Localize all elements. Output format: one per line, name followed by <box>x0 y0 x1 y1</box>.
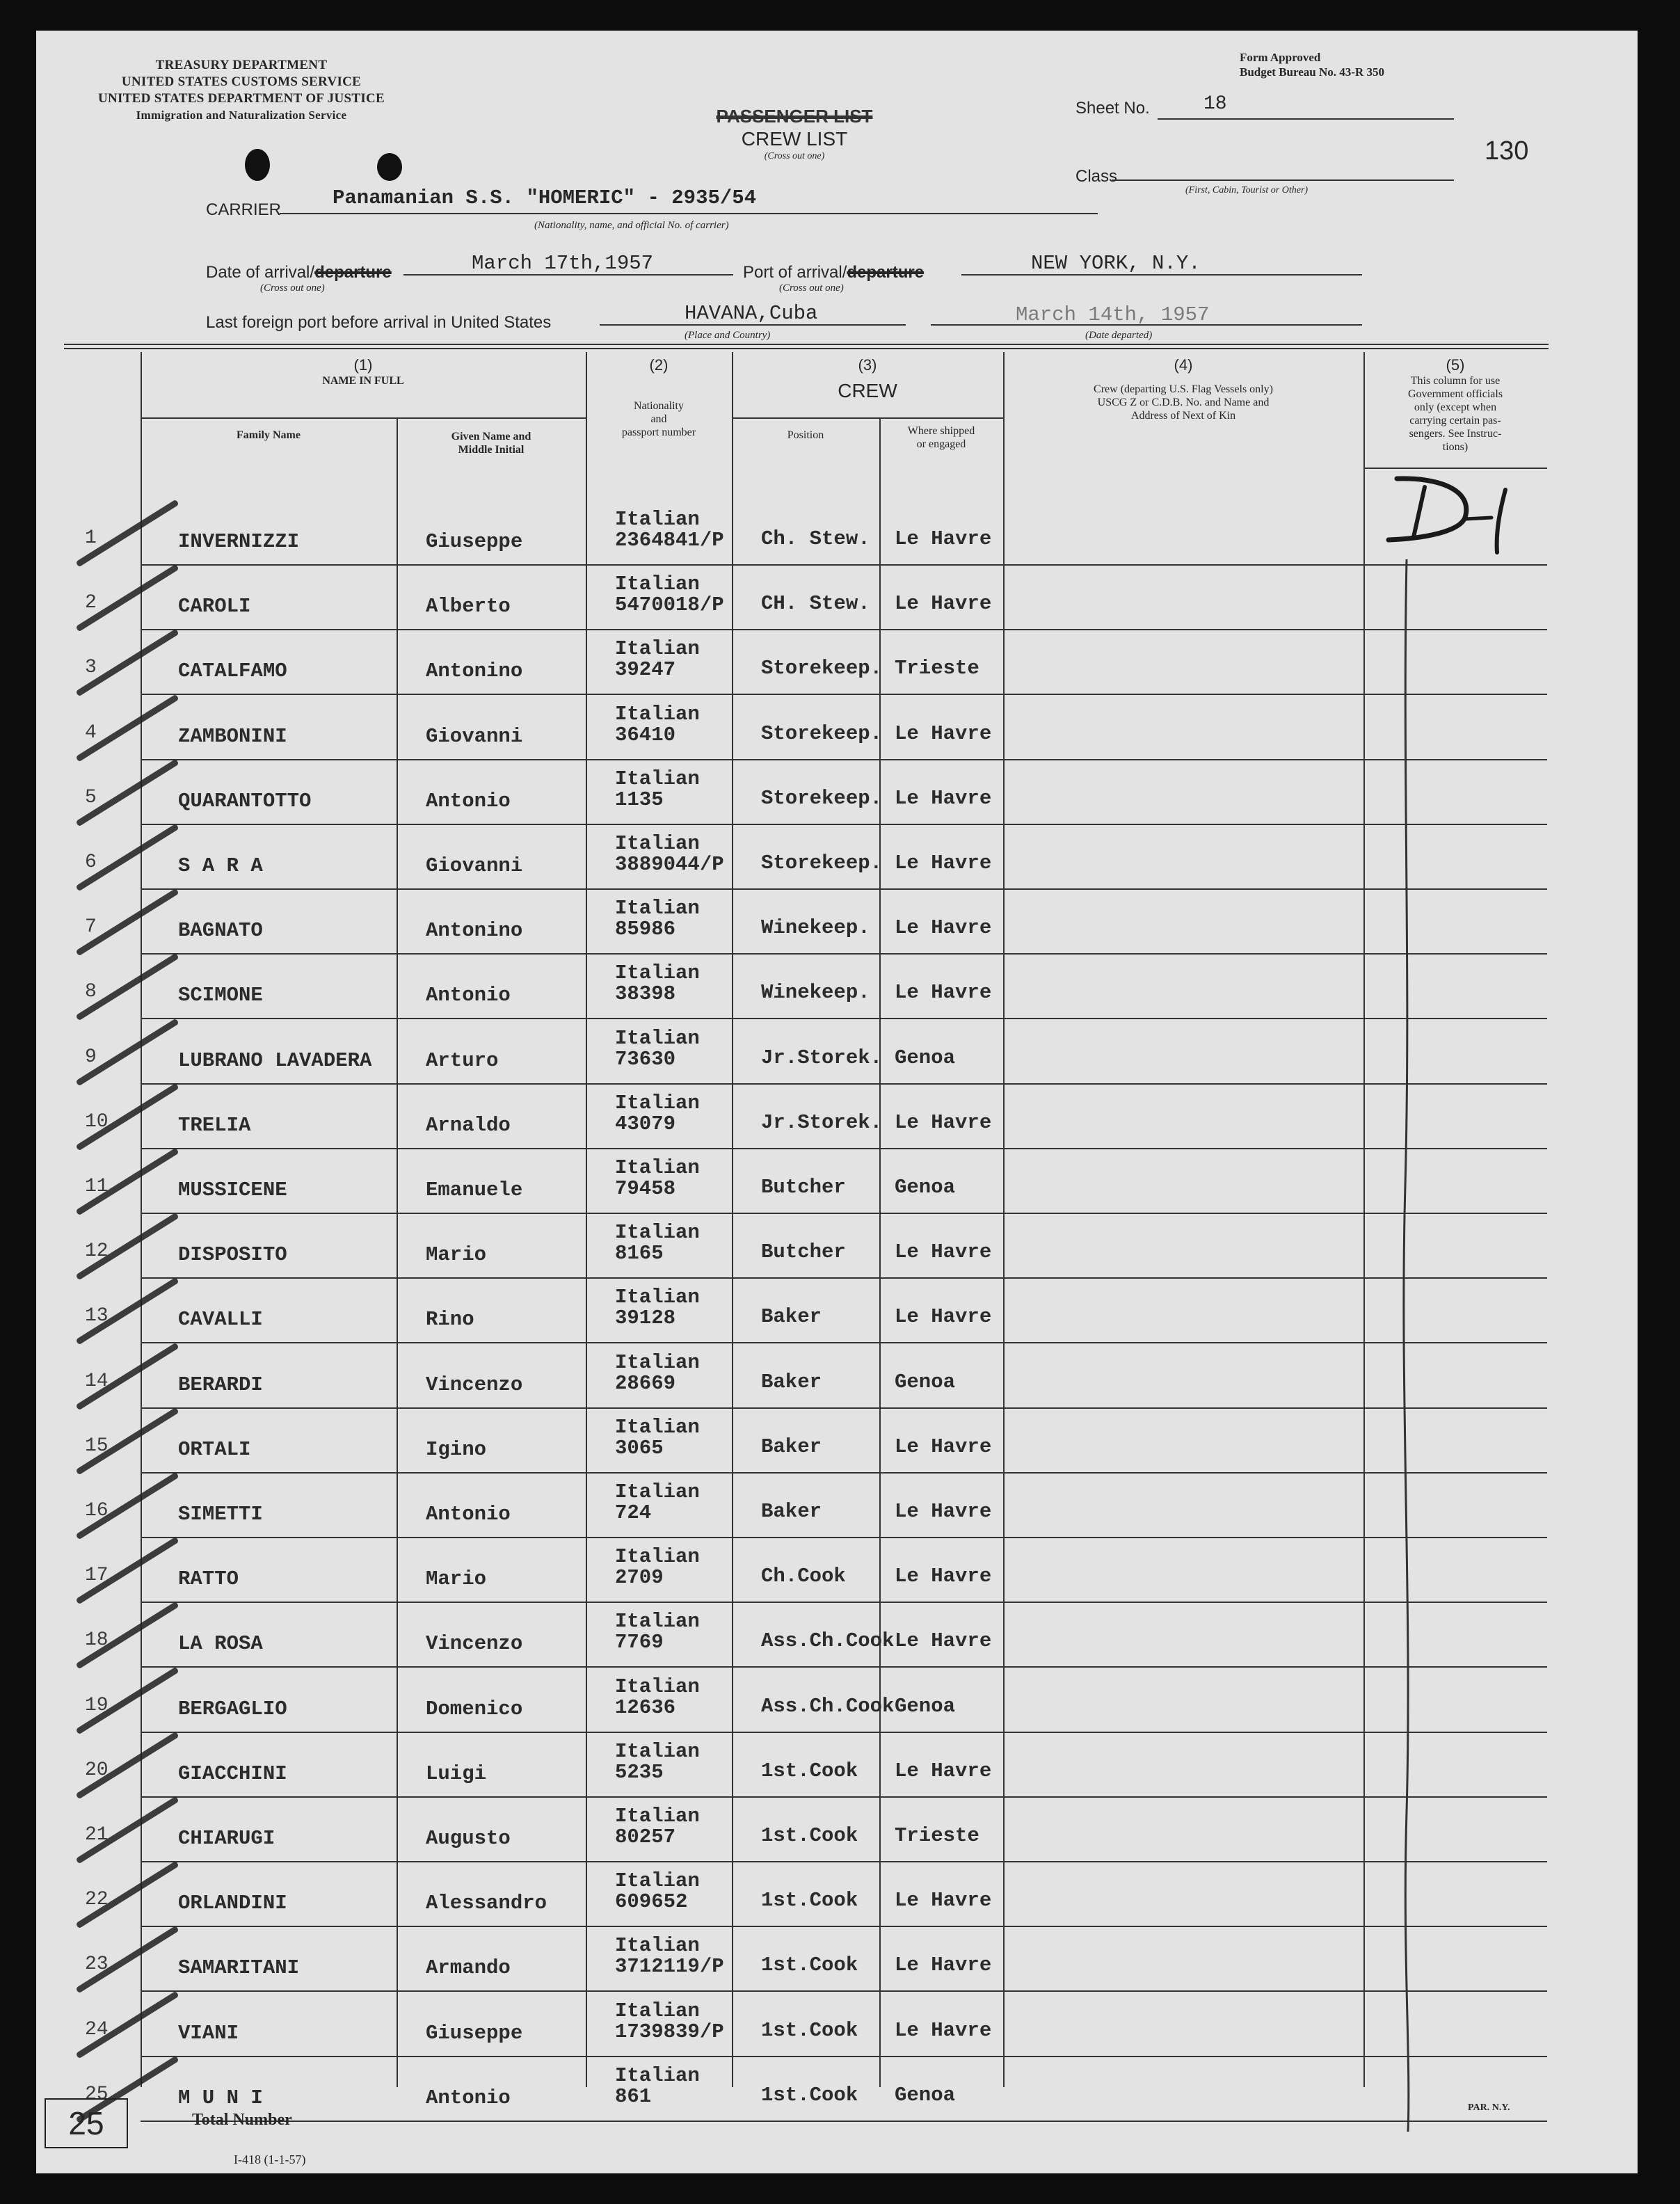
family-name: CAROLI <box>178 595 251 618</box>
row-number: 9 <box>85 1046 97 1068</box>
col5-title-line: carrying certain pas- <box>1409 415 1501 426</box>
row-number: 23 <box>85 1954 109 1975</box>
position: Baker <box>761 1500 822 1523</box>
date-departed-hint: (Date departed) <box>1085 330 1153 341</box>
family-name: ORTALI <box>178 1438 251 1461</box>
where-shipped: Le Havre <box>895 1954 992 1977</box>
col4-number: (4) <box>1174 356 1193 374</box>
row-number: 10 <box>85 1111 109 1133</box>
port-underline <box>961 274 1362 276</box>
where-shipped: Le Havre <box>895 1435 992 1458</box>
given-name: Giovanni <box>426 725 523 748</box>
family-name: CATALFAMO <box>178 660 287 682</box>
nationality: Italian <box>615 961 700 984</box>
given-name: Arnaldo <box>426 1114 511 1137</box>
col1-number: (1) <box>353 356 373 374</box>
family-name: ORLANDINI <box>178 1892 287 1915</box>
row-divider <box>141 1926 1547 1927</box>
position: Butcher <box>761 1240 846 1263</box>
nationality: Italian <box>615 1805 700 1828</box>
row-number: 18 <box>85 1629 109 1651</box>
row-divider <box>141 1537 1547 1538</box>
position: CH. Stew. <box>761 592 870 615</box>
col4-title-line: Crew (departing U.S. Flag Vessels only) <box>1094 383 1273 395</box>
family-name: BAGNATO <box>178 919 263 942</box>
passport-number: 3712119/P <box>615 1955 724 1978</box>
position: Storekeep. <box>761 657 883 680</box>
where-shipped: Le Havre <box>895 1240 992 1263</box>
col1-title: NAME IN FULL <box>322 375 404 387</box>
row-divider <box>141 564 1547 566</box>
row-number: 14 <box>85 1371 109 1392</box>
punch-hole-mark <box>377 153 402 181</box>
nationality: Italian <box>615 1351 700 1374</box>
given-name: Alberto <box>426 595 511 618</box>
row-divider <box>141 1342 1547 1343</box>
passport-number: 39247 <box>615 658 676 681</box>
nationality: Italian <box>615 1416 700 1439</box>
position: 1st.Cook <box>761 2084 858 2107</box>
carrier-underline <box>280 213 1098 214</box>
sheet-number: 18 <box>1203 93 1227 115</box>
position: Baker <box>761 1435 822 1458</box>
grid-line <box>141 352 142 2087</box>
where-shipped: Genoa <box>895 1371 956 1394</box>
where-shipped: Trieste <box>895 1824 979 1847</box>
passport-number: 38398 <box>615 982 676 1005</box>
position: Storekeep. <box>761 787 883 810</box>
nationality: Italian <box>615 1934 700 1957</box>
given-name: Antonio <box>426 1503 511 1526</box>
row-divider <box>141 629 1547 630</box>
passport-number: 73630 <box>615 1048 676 1071</box>
given-name: Emanuele <box>426 1179 523 1201</box>
where-shipped: Le Havre <box>895 787 992 810</box>
given-name: Giovanni <box>426 854 523 877</box>
nationality: Italian <box>615 767 700 790</box>
carrier-value: Panamanian S.S. "HOMERIC" - 2935/54 <box>333 186 757 209</box>
row-number: 24 <box>85 2019 109 2041</box>
row-divider <box>141 1796 1547 1798</box>
page-number: 130 <box>1485 136 1529 166</box>
passport-number: 861 <box>615 2085 652 2108</box>
where-shipped-header-line: Where shipped <box>907 425 975 437</box>
position: Ch.Cook <box>761 1565 846 1588</box>
passport-number: 8165 <box>615 1242 664 1265</box>
given-name: Armando <box>426 1956 511 1979</box>
grid-line <box>141 417 586 419</box>
nationality: Italian <box>615 1999 700 2022</box>
where-shipped: Le Havre <box>895 527 992 550</box>
where-shipped: Le Havre <box>895 981 992 1004</box>
total-number-box: 25 <box>45 2098 128 2148</box>
col5-title-line: This column for use <box>1410 375 1501 387</box>
agency-line: UNITED STATES CUSTOMS SERVICE <box>121 74 362 89</box>
nationality: Italian <box>615 1869 700 1892</box>
total-number-label: Total Number <box>192 2111 292 2129</box>
row-divider <box>141 1213 1547 1214</box>
nationality: Italian <box>615 1221 700 1244</box>
given-name: Antonio <box>426 984 511 1007</box>
nationality: Italian <box>615 1092 700 1115</box>
position-header: Position <box>787 429 824 441</box>
nationality: Italian <box>615 508 700 531</box>
position: Storekeep. <box>761 852 883 875</box>
given-name: Antonino <box>426 919 523 942</box>
given-name: Rino <box>426 1308 474 1331</box>
passport-number: 28669 <box>615 1372 676 1395</box>
row-divider <box>141 953 1547 955</box>
passport-number: 1739839/P <box>615 2020 724 2043</box>
given-name: Giuseppe <box>426 2022 523 2045</box>
family-name: BERGAGLIO <box>178 1698 287 1720</box>
class-label: Class <box>1075 167 1118 186</box>
last-port-label: Last foreign port before arrival in United States <box>206 313 552 332</box>
row-divider <box>141 1018 1547 1019</box>
row-number: 6 <box>85 852 97 873</box>
family-name: SIMETTI <box>178 1503 263 1526</box>
passport-number: 5235 <box>615 1761 664 1784</box>
passport-number: 43079 <box>615 1112 676 1135</box>
given-name: Vincenzo <box>426 1373 523 1396</box>
given-name-header-line: Middle Initial <box>458 444 525 456</box>
given-name: Antonio <box>426 2086 511 2109</box>
given-name: Domenico <box>426 1698 523 1720</box>
row-divider <box>141 1148 1547 1149</box>
row-divider <box>141 1277 1547 1279</box>
where-shipped: Le Havre <box>895 1889 992 1912</box>
family-name: ZAMBONINI <box>178 725 287 748</box>
where-shipped: Genoa <box>895 1046 956 1069</box>
position: Ch. Stew. <box>761 527 870 550</box>
position: 1st.Cook <box>761 2019 858 2042</box>
given-name: Vincenzo <box>426 1632 523 1655</box>
col4-title-line: USCG Z or C.D.B. No. and Name and <box>1097 397 1270 408</box>
where-shipped: Le Havre <box>895 852 992 875</box>
d1-annotation <box>1383 462 1536 573</box>
given-name: Alessandro <box>426 1892 547 1915</box>
grid-line <box>586 352 587 2087</box>
row-number: 12 <box>85 1240 109 1262</box>
agency-block <box>78 57 405 124</box>
row-number: 2 <box>85 592 97 614</box>
position: Baker <box>761 1305 822 1328</box>
port-value: NEW YORK, N.Y. <box>1031 252 1201 275</box>
where-shipped: Le Havre <box>895 1111 992 1134</box>
position: Baker <box>761 1371 822 1394</box>
arrival-struck: departure <box>314 263 392 282</box>
position: Ass.Ch.Cook <box>761 1629 895 1652</box>
last-port-underline <box>600 324 906 326</box>
row-divider <box>141 759 1547 760</box>
given-name-header-line: Given Name and <box>451 431 531 442</box>
where-shipped: Le Havre <box>895 592 992 615</box>
form-number: I-418 (1-1-57) <box>234 2153 306 2166</box>
arrival-hint: (Cross out one) <box>260 282 325 294</box>
list-title <box>641 106 947 162</box>
class-underline <box>1112 179 1454 181</box>
passport-number: 85986 <box>615 918 676 941</box>
family-name: M U N I <box>178 2086 263 2109</box>
col5-title-line: only (except when <box>1414 401 1497 413</box>
port-label-text: Port of arrival/ <box>743 263 847 282</box>
row-number: 8 <box>85 981 97 1003</box>
d1-stroke <box>1414 487 1425 537</box>
row-divider <box>141 1990 1547 1992</box>
position: 1st.Cook <box>761 1954 858 1977</box>
struck-passenger-list: PASSENGER LIST <box>716 106 873 127</box>
col5-title-line: tions) <box>1442 441 1469 453</box>
where-shipped: Genoa <box>895 2084 956 2107</box>
family-name: MUSSICENE <box>178 1179 287 1201</box>
col2-title-line: Nationality <box>634 400 684 412</box>
passport-number: 80257 <box>615 1826 676 1848</box>
passport-number: 36410 <box>615 724 676 746</box>
family-name: S A R A <box>178 854 263 877</box>
grid-line <box>1363 352 1365 2087</box>
grid-line <box>397 417 398 2087</box>
col4-title-line: Address of Next of Kin <box>1130 410 1236 422</box>
given-name-header <box>397 430 586 456</box>
punch-hole-mark <box>245 149 270 181</box>
row-divider <box>141 1083 1547 1085</box>
col5-number: (5) <box>1446 356 1465 374</box>
given-name: Igino <box>426 1438 487 1461</box>
col4-title <box>1003 383 1363 422</box>
row-divider <box>141 1602 1547 1603</box>
nationality: Italian <box>615 573 700 596</box>
agency-line: UNITED STATES DEPARTMENT OF JUSTICE <box>97 91 385 106</box>
family-name: LA ROSA <box>178 1632 263 1655</box>
where-shipped: Le Havre <box>895 722 992 745</box>
where-shipped: Le Havre <box>895 1305 992 1328</box>
last-port-value: HAVANA,Cuba <box>685 302 818 325</box>
nationality: Italian <box>615 2064 700 2087</box>
nationality: Italian <box>615 1610 700 1633</box>
family-name-header: Family Name <box>237 429 301 441</box>
nationality: Italian <box>615 703 700 726</box>
col2-title <box>586 399 732 439</box>
carrier-label: CARRIER <box>206 200 282 219</box>
family-name: QUARANTOTTO <box>178 790 312 813</box>
given-name: Antonino <box>426 660 523 682</box>
passport-number: 5470018/P <box>615 593 724 616</box>
header-rule-bottom <box>64 348 1549 349</box>
printer-mark: PAR. N.Y. <box>1468 2102 1510 2113</box>
where-shipped: Le Havre <box>895 2019 992 2042</box>
row-number: 3 <box>85 657 97 678</box>
col3-title: CREW <box>838 380 897 401</box>
row-number: 25 <box>85 2084 109 2105</box>
date-departed-value: March 14th, 1957 <box>1016 303 1210 326</box>
family-name: RATTO <box>178 1567 239 1590</box>
position: 1st.Cook <box>761 1759 858 1782</box>
passport-number: 12636 <box>615 1696 676 1719</box>
nationality: Italian <box>615 832 700 855</box>
col5-title-line: sengers. See Instruc- <box>1409 428 1502 440</box>
given-name: Antonio <box>426 790 511 813</box>
row-number: 5 <box>85 787 97 808</box>
passport-number: 724 <box>615 1501 652 1524</box>
given-name: Mario <box>426 1243 487 1266</box>
position: Ass.Ch.Cook <box>761 1695 895 1718</box>
form-approved <box>1240 50 1384 79</box>
row-divider <box>141 694 1547 695</box>
row-number: 21 <box>85 1824 109 1846</box>
row-number: 19 <box>85 1695 109 1716</box>
row-number: 1 <box>85 527 97 549</box>
crew-list-title: CREW LIST <box>741 128 848 150</box>
where-shipped: Le Havre <box>895 1629 992 1652</box>
sheet-label: Sheet No. <box>1075 99 1150 118</box>
family-name: GIACCHINI <box>178 1762 287 1785</box>
row-number: 17 <box>85 1565 109 1586</box>
arrival-label-text: Date of arrival/ <box>206 263 315 282</box>
cross-out-hint: (Cross out one) <box>764 151 825 161</box>
nationality: Italian <box>615 897 700 920</box>
col3-number: (3) <box>858 356 877 374</box>
row-divider <box>141 1407 1547 1409</box>
row-divider <box>141 2056 1547 2057</box>
passport-number: 3065 <box>615 1437 664 1460</box>
where-shipped: Le Havre <box>895 1565 992 1588</box>
family-name: VIANI <box>178 2022 239 2045</box>
passport-number: 2709 <box>615 1566 664 1589</box>
position: Winekeep. <box>761 981 870 1004</box>
last-port-hint: (Place and Country) <box>685 330 771 341</box>
carrier-hint: (Nationality, name, and official No. of carrier) <box>534 220 729 231</box>
agency-line: TREASURY DEPARTMENT <box>155 58 328 72</box>
sheet-underline <box>1158 118 1454 120</box>
where-shipped: Le Havre <box>895 1500 992 1523</box>
given-name: Luigi <box>426 1762 487 1785</box>
passport-number: 39128 <box>615 1307 676 1329</box>
position: 1st.Cook <box>761 1889 858 1912</box>
family-name: CAVALLI <box>178 1308 263 1331</box>
given-name: Giuseppe <box>426 530 523 553</box>
family-name: LUBRANO LAVADERA <box>178 1049 372 1072</box>
family-name: DISPOSITO <box>178 1243 287 1266</box>
position: 1st.Cook <box>761 1824 858 1847</box>
nationality: Italian <box>615 1675 700 1698</box>
family-name: CHIARUGI <box>178 1827 275 1850</box>
where-shipped: Genoa <box>895 1695 956 1718</box>
row-divider <box>141 2121 1547 2122</box>
nationality: Italian <box>615 1740 700 1763</box>
family-name: INVERNIZZI <box>178 530 300 553</box>
row-number: 20 <box>85 1759 109 1781</box>
given-name: Mario <box>426 1567 487 1590</box>
row-number: 11 <box>85 1176 109 1197</box>
where-shipped: Le Havre <box>895 916 992 939</box>
family-name: BERARDI <box>178 1373 263 1396</box>
d1-stroke <box>1389 479 1466 540</box>
form-approved-line: Budget Bureau No. 43-R 350 <box>1240 65 1384 79</box>
port-struck: departure <box>847 263 925 282</box>
row-divider <box>141 1472 1547 1474</box>
nationality: Italian <box>615 1286 700 1309</box>
position: Jr.Storek. <box>761 1046 883 1069</box>
passport-number: 7769 <box>615 1631 664 1654</box>
family-name: SCIMONE <box>178 984 263 1007</box>
row-number: 22 <box>85 1889 109 1910</box>
row-number: 16 <box>85 1500 109 1522</box>
col5-title-line: Government officials <box>1407 388 1503 400</box>
d1-stroke <box>1497 490 1505 552</box>
grid-line <box>732 352 733 2087</box>
given-name: Arturo <box>426 1049 499 1072</box>
class-hint: (First, Cabin, Tourist or Other) <box>1185 185 1309 195</box>
position: Jr.Storek. <box>761 1111 883 1134</box>
agency-line: Immigration and Naturalization Service <box>136 109 347 122</box>
where-shipped: Genoa <box>895 1176 956 1199</box>
d1-stroke <box>1465 518 1491 519</box>
where-shipped-header <box>879 424 1003 451</box>
nationality: Italian <box>615 1545 700 1568</box>
where-shipped: Trieste <box>895 657 979 680</box>
row-divider <box>141 824 1547 825</box>
port-hint: (Cross out one) <box>779 282 844 294</box>
col2-title-line: passport number <box>621 426 696 438</box>
col5-title <box>1363 374 1547 454</box>
position: Winekeep. <box>761 916 870 939</box>
row-divider <box>141 1861 1547 1862</box>
row-number: 13 <box>85 1305 109 1327</box>
family-name: TRELIA <box>178 1114 251 1137</box>
form-approved-line: Form Approved <box>1240 51 1321 64</box>
position: Butcher <box>761 1176 846 1199</box>
where-shipped: Le Havre <box>895 1759 992 1782</box>
passport-number: 609652 <box>615 1890 688 1913</box>
nationality: Italian <box>615 1480 700 1503</box>
row-divider <box>141 888 1547 890</box>
col2-number: (2) <box>649 356 669 374</box>
row-number: 15 <box>85 1435 109 1457</box>
port-label <box>743 263 924 282</box>
where-shipped-header-line: or engaged <box>916 438 966 450</box>
position: Storekeep. <box>761 722 883 745</box>
given-name: Augusto <box>426 1827 511 1850</box>
arrival-label <box>206 263 392 282</box>
family-name: SAMARITANI <box>178 1956 300 1979</box>
grid-line <box>732 417 1003 419</box>
row-number: 7 <box>85 916 97 938</box>
column-strike-line <box>1379 559 1434 2132</box>
row-number: 4 <box>85 722 97 744</box>
arrival-date-value: March 17th,1957 <box>472 252 654 275</box>
nationality: Italian <box>615 1027 700 1050</box>
row-divider <box>141 1666 1547 1668</box>
crew-list-form <box>36 31 1638 2173</box>
col2-title-line: and <box>650 413 667 425</box>
row-divider <box>141 1732 1547 1733</box>
date-departed-underline <box>931 324 1362 326</box>
arrival-underline <box>403 274 733 276</box>
header-rule-top <box>64 344 1549 345</box>
passport-number: 2364841/P <box>615 529 724 552</box>
nationality: Italian <box>615 1156 700 1179</box>
passport-number: 1135 <box>615 788 664 811</box>
grid-line <box>1003 352 1005 2087</box>
nationality: Italian <box>615 637 700 660</box>
passport-number: 3889044/P <box>615 853 724 876</box>
passport-number: 79458 <box>615 1177 676 1200</box>
